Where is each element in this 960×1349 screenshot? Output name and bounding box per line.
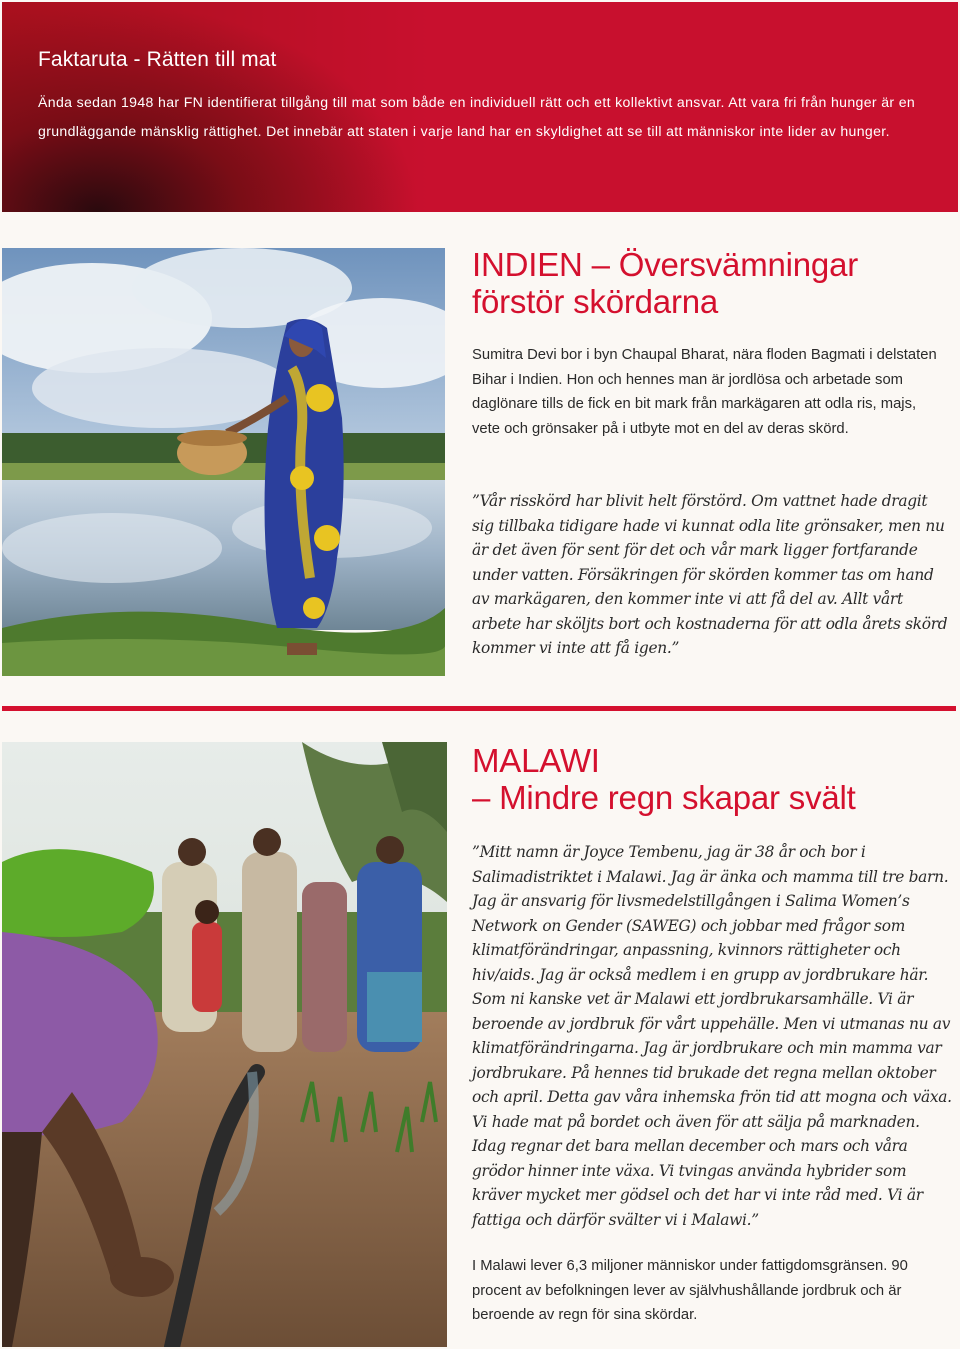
factbox-text: Ända sedan 1948 har FN identifierat tillgång till mat som både en individuell rätt och ett kollektivt ansvar. Att vara fri från hunger är en grundläggande mänsklig rättighet. Det innebär att staten i varje land har en skyldighet att se till att människor inte lider av hunger.	[38, 94, 916, 139]
malawi-quote: ”Mitt namn är Joyce Tembenu, jag är 38 år och bor i Salimadistriktet i Malawi. Jag är änka och mamma till tre barn. Jag är ansvarig för livsmedelstillgången i Salima Women’s Network on Gender (SAWEG) och jobbar med frågor som klimatförändringar, anpassning, kvinnors rättigheter och hiv/aids. Jag är också medlem i en grupp av jordbrukare här. Som ni kanske vet är Malawi ett jordbrukarsamhälle. Vi är beroende av jordbruk för vårt uppehälle. Men vi utmanas nu av klimatförändringarna. Jag är jordbrukare och min mamma var jordbrukare. På hennes tid brukade det regna mellan oktober och april. Detta gav våra inhemska frön tid att mogna och växa. Vi hade mat på bordet och även för att sälja på marknaden. Idag regnar det bara mellan december och mars och våra grödor hinner inte växa. Vi tvingas använda hybrider som kräver mycket mer gödsel och det har vi inte råd med. Vi är fattiga och därför svälter vi i Malawi.”	[472, 843, 952, 1229]
india-photo	[2, 248, 445, 676]
india-photo-illustration	[2, 248, 445, 676]
india-body: Sumitra Devi bor i byn Chaupal Bharat, nära floden Bagmati i delstaten Bihar i Indien. Hon och hennes man är jordlösa och arbetade som daglönare tills de fick en bit mark från markägaren att odla ris, majs, vete och grönsaker på i utbyte mot en del av deras skörd.	[472, 347, 937, 437]
malawi-photo-illustration	[2, 742, 447, 1347]
india-heading-line1: INDIEN – Översvämningar	[472, 246, 859, 283]
malawi-heading	[472, 742, 856, 816]
malawi-heading-line1: MALAWI	[472, 742, 600, 779]
malawi-photo	[2, 742, 447, 1347]
malawi-stats: I Malawi lever 6,3 miljoner människor under fattigdomsgränsen. 90 procent av befolkningen lever av självhushållande jordbruk och är beroende av regn för sina skördar.	[472, 1258, 908, 1324]
factbox-title: Faktaruta - Rätten till mat	[38, 48, 277, 71]
india-heading-line2: förstör skördarna	[472, 283, 719, 320]
malawi-heading-line2: – Mindre regn skapar svält	[472, 779, 856, 816]
india-quote: ”Vår risskörd har blivit helt förstörd. Om vattnet hade dragit sig tillbaka tidigare hade vi kunnat odla lite grönsaker, men nu är det även för sent för det och vår mark ligger fortfarande under vatten. Försäkringen för skörden kommer tas om hand av markägaren, den kommer inte vi att få del av. Allt vårt arbete har sköljts bort och kostnaderna för att odla årets skörd kommer vi inte att få igen.”	[472, 492, 948, 657]
section-divider	[2, 706, 956, 711]
india-heading	[472, 246, 858, 320]
factbox	[2, 2, 958, 212]
